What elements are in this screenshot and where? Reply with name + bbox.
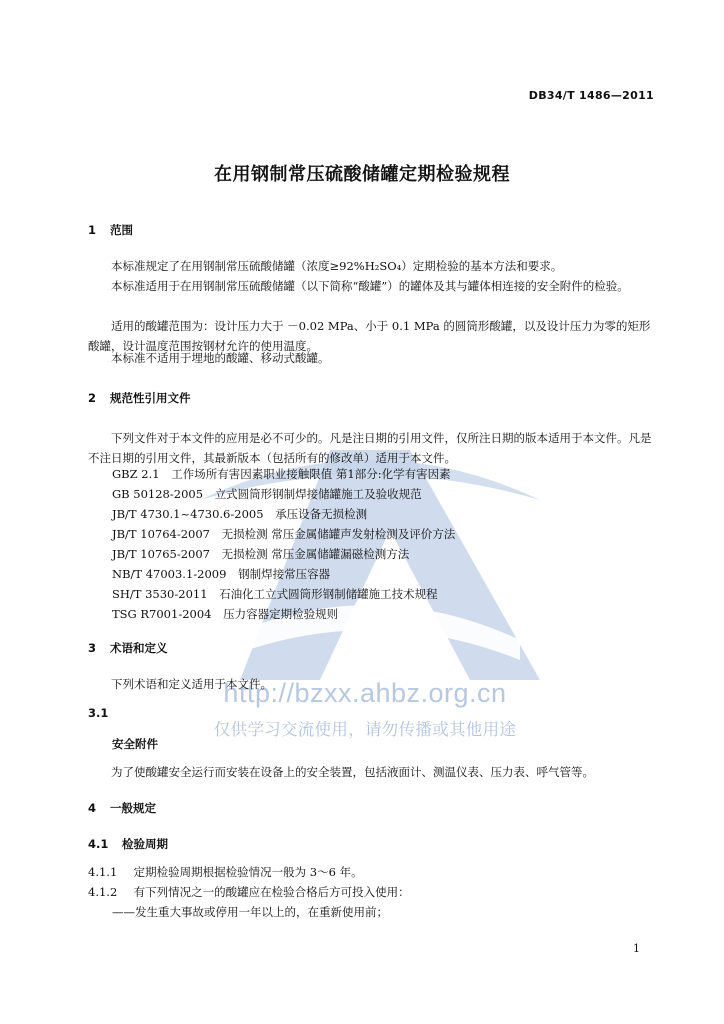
reference-title: 石油化工立式圆筒形钢制储罐施工技术规程 — [219, 587, 438, 601]
section-1-heading — [88, 222, 133, 238]
term-definition: 为了使酸罐安全运行而安装在设备上的安全装置，包括液面计、测温仪表、压力表、呼气管等。 — [111, 765, 594, 779]
reference-item — [112, 506, 367, 522]
reference-code: JB/T 4730.1~4730.6-2005 — [112, 507, 264, 521]
clause-4-1-1 — [88, 864, 363, 880]
subsection-number: 4.1 — [88, 837, 109, 851]
section-number: 2 — [88, 391, 97, 405]
subsection-4-1-heading — [88, 836, 168, 852]
section-3-heading — [88, 640, 168, 656]
section-number: 4 — [88, 801, 97, 815]
reference-code: TSG R7001-2004 — [112, 607, 212, 621]
section-number: 3 — [88, 641, 97, 655]
reference-title: 无损检测 常压金属储罐漏磁检测方法 — [221, 547, 410, 561]
section-2-intro: 下列文件对于本文件的应用是必不可少的。凡是注日期的引用文件，仅所注日期的版本适用于本文件。凡是不注日期的引用文件，其最新版本（包括所有的修改单）适用于本文件。 — [88, 431, 652, 465]
section-title: 一般规定 — [110, 801, 157, 815]
clause-4-1-2 — [88, 884, 410, 900]
section-number: 1 — [88, 223, 97, 237]
section-1-para-1: 本标准规定了在用钢制常压硫酸储罐（浓度≥92%H₂SO₄）定期检验的基本方法和要求。 — [111, 259, 563, 273]
reference-code: NB/T 47003.1-2009 — [112, 567, 227, 581]
section-1-para-4: 本标准不适用于埋地的酸罐、移动式酸罐。 — [111, 351, 330, 365]
clause-text: 有下列情况之一的酸罐应在检验合格后方可投入使用： — [133, 885, 410, 899]
reference-item — [112, 546, 409, 562]
section-4-heading — [88, 800, 156, 816]
section-title: 规范性引用文件 — [110, 391, 191, 405]
section-1-para-2: 本标准适用于在用钢制常压硫酸储罐（以下简称“酸罐”）的罐体及其与罐体相连接的安全附件的检验。 — [111, 279, 629, 293]
section-title: 术语和定义 — [110, 641, 168, 655]
reference-item — [112, 486, 422, 502]
reference-code: JB/T 10765-2007 — [112, 547, 210, 561]
clause-list-item: ——发生重大事故或停用一年以上的，在重新使用前； — [112, 905, 388, 919]
reference-item — [112, 466, 451, 482]
section-2-heading — [88, 390, 191, 406]
subsection-title: 检验周期 — [122, 837, 169, 851]
reference-title: 压力容器定期检验规则 — [223, 607, 339, 621]
reference-item — [112, 606, 338, 622]
clause-number: 4.1.1 — [88, 865, 118, 879]
section-3-intro: 下列术语和定义适用于本文件。 — [111, 677, 272, 691]
reference-title: 工作场所有害因素职业接触限值 第1部分:化学有害因素 — [171, 467, 451, 481]
term-name: 安全附件 — [112, 737, 158, 751]
term-number: 3.1 — [88, 706, 109, 720]
section-1-para-3: 适用的酸罐范围为：设计压力大于 －0.02 MPa、小于 0.1 MPa 的圆筒形酸罐，以及设计压力为零的矩形酸罐，设计温度范围按钢材允许的使用温度。 — [88, 319, 651, 353]
reference-code: JB/T 10764-2007 — [112, 527, 210, 541]
reference-code: GB 50128-2005 — [112, 487, 204, 501]
clause-number: 4.1.2 — [88, 885, 118, 899]
reference-code: GBZ 2.1 — [112, 467, 160, 481]
reference-code: SH/T 3530-2011 — [112, 587, 208, 601]
standard-code: DB34/T 1486—2011 — [528, 89, 654, 102]
reference-item — [112, 526, 455, 542]
watermark-note: 仅供学习交流使用，请勿传播或其他用途 — [213, 721, 517, 739]
reference-title: 钢制焊接常压容器 — [238, 567, 331, 581]
watermark-url: http://bzxx.ahbz.org.cn — [223, 678, 507, 708]
page-number: 1 — [633, 942, 640, 955]
section-title: 范围 — [110, 223, 134, 237]
document-title: 在用钢制常压硫酸储罐定期检验规程 — [214, 164, 510, 185]
reference-title: 立式圆筒形钢制焊接储罐施工及验收规范 — [214, 487, 422, 501]
reference-item — [112, 586, 438, 602]
reference-item — [112, 566, 330, 582]
clause-text: 定期检验周期根据检验情况一般为 3～6 年。 — [133, 865, 363, 879]
reference-title: 无损检测 常压金属储罐声发射检测及评价方法 — [221, 527, 456, 541]
reference-title: 承压设备无损检测 — [275, 507, 368, 521]
